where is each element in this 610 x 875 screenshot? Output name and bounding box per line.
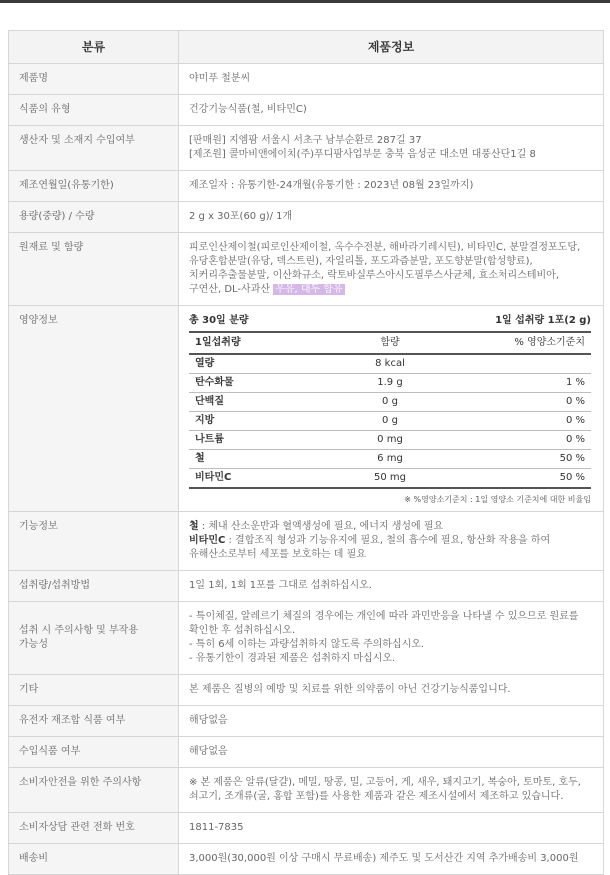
row-label: 제품명 [9,64,179,95]
header-category: 분류 [9,31,179,64]
row-label: 용량(중량) / 수량 [9,202,179,233]
nutrition-serving: 1일 섭취량 1포(2 g) [495,315,591,326]
seller-line: [판매원] 지엠팜 서울시 서초구 남부순환로 287길 37 [189,135,422,146]
row-label: 식품의 유형 [9,95,179,126]
caution-line: - 특이체질, 알레르기 체질의 경우에는 개인에 따라 과민반응을 나타낼 수 있으므로 원료를 확인한 후 섭취하십시오. [189,611,579,637]
allergen-highlight: 우유, 대두 함유 [275,284,343,295]
table-row [9,571,604,602]
nutrient-amount: 0 g [322,393,458,412]
expiry-value: 제조일자 : 유통기한-24개월(유통기한 : 2023년 08월 23일까지) [179,171,604,202]
function-vitc-key: 비타민C [189,535,226,547]
nutrition-row [189,450,591,469]
row-label: 원재료 및 함량 [9,233,179,306]
nutrient-amount: 1.9 g [322,374,458,393]
import-value: 해당없음 [179,737,604,768]
product-info-table [8,30,604,875]
table-header-row [9,31,604,64]
row-label: 유전자 재조합 식품 여부 [9,706,179,737]
nutrient-pct: 0 % [458,393,591,412]
table-row [9,126,604,171]
row-label: 제조연월일(유통기한) [9,171,179,202]
table-row [9,602,604,675]
nutrient-pct: 0 % [458,412,591,431]
nutrition-footnote: ※ %영양소기준치 : 1일 영양소 기준치에 대한 비율임 [404,495,591,504]
row-label: 배송비 [9,844,179,875]
function-vitc-text: : 결합조직 형성과 기능유지에 필요, 철의 흡수에 필요, 항산화 작용을 하여 유해산소로부터 세포를 보호하는 데 필요 [189,535,551,561]
shipping-value: 3,000원(30,000원 이상 구매시 무료배송) 제주도 및 도서산간 지역 추가배송비 3,000원 [179,844,604,875]
phone-value: 1811-7835 [179,813,604,844]
function-value [179,512,604,571]
table-row [9,171,604,202]
top-border [0,0,610,3]
nutrient-name: 탄수화물 [189,374,322,393]
ingredients-text: 피로인산제이철(피로인산제이철, 옥수수전분, 해바라기레시틴), 비타민C, 분말결정포도당, 유당혼합분말(유당, 덱스트린), 자일리톨, 포도과즙분말, 포도향분말(합성향료), 치커리추출물분말, 이산화규소, 락토바실루스아시도필루스사균체, 효소처리스테비아, 구연산, DL-사과산 [189,242,581,295]
nutrient-name: 비타민C [189,469,322,489]
nutrition-row [189,469,591,489]
function-iron-key: 철 [189,521,199,533]
caution-line: - 유통기한이 경과된 제품은 섭취하지 마십시오. [189,653,396,665]
row-label: 소비자안전을 위한 주의사항 [9,768,179,813]
manufacturer-value [179,126,604,171]
product-name-value: 야미푸 철분씨 [179,64,604,95]
nutrition-header-pct: % 영양소기준치 [458,333,591,354]
food-type-value: 건강기능식품(철, 비타민C) [179,95,604,126]
function-vitc [189,534,593,562]
row-label: 수입식품 여부 [9,737,179,768]
nutrient-name: 지방 [189,412,322,431]
nutrient-amount: 0 mg [322,431,458,450]
maker-line: [제조원] 콜마비앤에이치(주)푸디팜사업부문 충북 음성군 대소면 대풍산단1길 8 [189,149,536,160]
nutrient-name: 나트륨 [189,431,322,450]
nutrient-name: 열량 [189,354,322,374]
nutrition-table [189,333,591,489]
nutrition-header-amount: 함량 [322,333,458,354]
nutrition-facts [179,306,604,512]
nutrient-pct: 0 % [458,431,591,450]
nutrient-pct: 1 % [458,374,591,393]
nutrient-name: 철 [189,450,322,469]
function-iron-text: : 체내 산소운반과 혈액생성에 필요, 에너지 생성에 필요 [198,521,444,533]
row-label: 기능정보 [9,512,179,571]
nutrition-row [189,431,591,450]
table-row [9,202,604,233]
nutrient-name: 단백질 [189,393,322,412]
nutrient-pct: 50 % [458,469,591,489]
gmo-value: 해당없음 [179,706,604,737]
nutrient-amount: 0 g [322,412,458,431]
row-label: 소비자상담 관련 전화 번호 [9,813,179,844]
safety-value: ※ 본 제품은 알류(달걀), 메밀, 땅콩, 밀, 고등어, 게, 새우, 돼지고기, 복숭아, 토마토, 호두, 쇠고기, 조개류(굴, 홍합 포함)를 사용한 제품과 같은 제조시설에서 제조하고 있습니다. [179,768,604,813]
nutrition-top [189,312,591,333]
row-label: 기타 [9,675,179,706]
nutrient-amount: 6 mg [322,450,458,469]
header-product-info: 제품정보 [179,31,604,64]
table-row [9,233,604,306]
ingredients-value [179,233,604,306]
nutrient-pct: 50 % [458,450,591,469]
nutrition-row [189,393,591,412]
row-label: 섭취량/섭취방법 [9,571,179,602]
function-iron [189,520,593,534]
nutrition-header-row [189,333,591,354]
nutrition-row [189,374,591,393]
method-value: 1일 1회, 1회 1포를 그대로 섭취하십시오. [179,571,604,602]
nutrition-row [189,412,591,431]
row-label: 생산자 및 소재지 수입여부 [9,126,179,171]
nutrient-amount: 50 mg [322,469,458,489]
table-row [9,706,604,737]
table-row [9,768,604,813]
table-row [9,306,604,512]
table-row [9,737,604,768]
nutrition-total: 총 30일 분량 [189,315,249,326]
table-row [9,844,604,875]
nutrient-amount: 8 kcal [322,354,458,374]
row-label: 영양정보 [9,306,179,512]
nutrient-pct [458,354,591,374]
table-row [9,675,604,706]
table-row [9,64,604,95]
nutrition-header-name: 1일섭취량 [189,333,322,354]
table-row [9,95,604,126]
table-row [9,813,604,844]
table-row [9,512,604,571]
etc-value: 본 제품은 질병의 예방 및 치료를 위한 의약품이 아닌 건강기능식품입니다. [179,675,604,706]
caution-value [179,602,604,675]
row-label: 섭취 시 주의사항 및 부작용 가능성 [9,602,179,675]
caution-line: - 특히 6세 이하는 과량섭취하지 않도록 주의하십시오. [189,639,425,651]
nutrition-row [189,354,591,374]
capacity-value: 2 g x 30포(60 g)/ 1개 [179,202,604,233]
